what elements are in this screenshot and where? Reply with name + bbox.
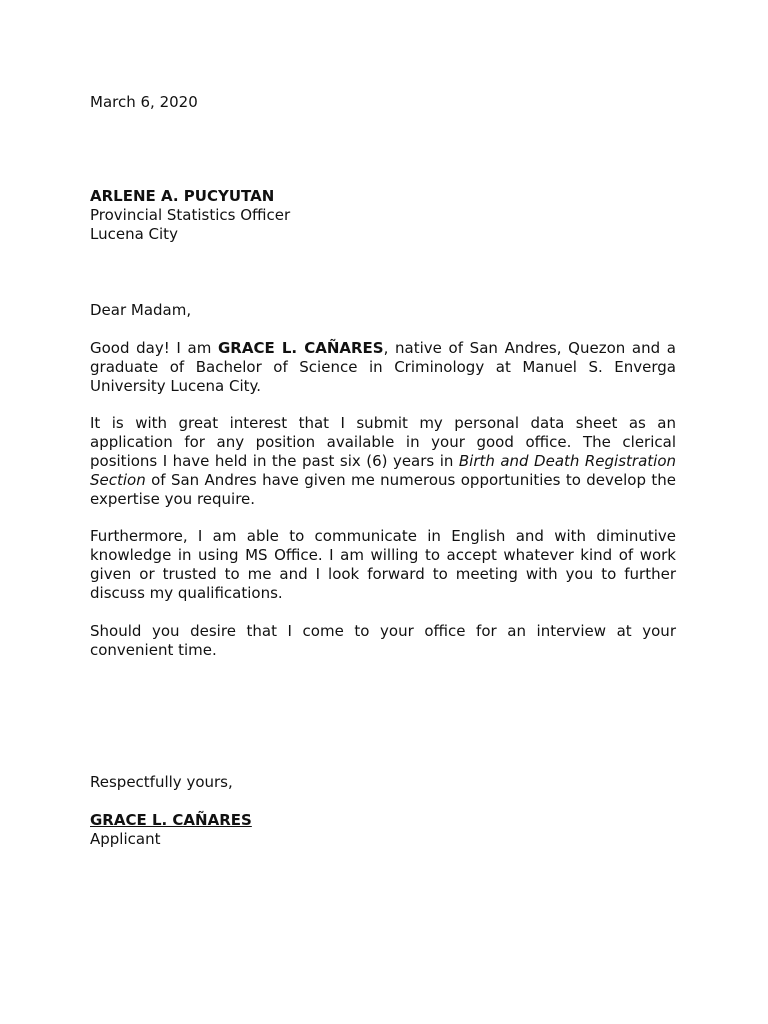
paragraph-application-end: of San Andres have given me numerous opportunities to develop the expertise you require. — [90, 471, 676, 508]
letter-date: March 6, 2020 — [90, 93, 198, 111]
paragraph-interview-request: Should you desire that I come to your office for an interview at your convenient time. — [90, 622, 676, 659]
paragraph-application-start: It is with great interest that I submit my personal data sheet as an application for any position available in your good office. The clerical positions I have held in the past six (6) years in — [90, 414, 676, 470]
recipient-block — [90, 187, 676, 244]
recipient-title: Provincial Statistics Officer — [90, 206, 291, 224]
recipient-name: ARLENE A. PUCYUTAN — [90, 187, 275, 205]
salutation: Dear Madam, — [90, 301, 192, 319]
signature-title: Applicant — [90, 830, 161, 848]
office-section-name: Birth and Death Registration Section — [90, 452, 676, 489]
signature-block — [90, 811, 676, 849]
paragraph-introduction-greeting: Good day! I am — [90, 339, 218, 357]
paragraph-application — [90, 414, 676, 509]
closing: Respectfully yours, — [90, 773, 233, 791]
paragraph-skills: Furthermore, I am able to communicate in English and with diminutive knowledge in using MS Office. I am willing to accept whatever kind of work given or trusted to me and I look forward to meeting with you to further discuss my qualifications. — [90, 527, 676, 602]
applicant-name-inline: GRACE L. CAÑARES — [218, 339, 384, 357]
recipient-city: Lucena City — [90, 225, 178, 243]
signature-name: GRACE L. CAÑARES — [90, 811, 252, 829]
paragraph-introduction-rest: , native of San Andres, Quezon and a graduate of Bachelor of Science in Criminology at Manuel S. Enverga University Lucena City. — [90, 339, 677, 395]
paragraph-introduction — [90, 339, 676, 396]
